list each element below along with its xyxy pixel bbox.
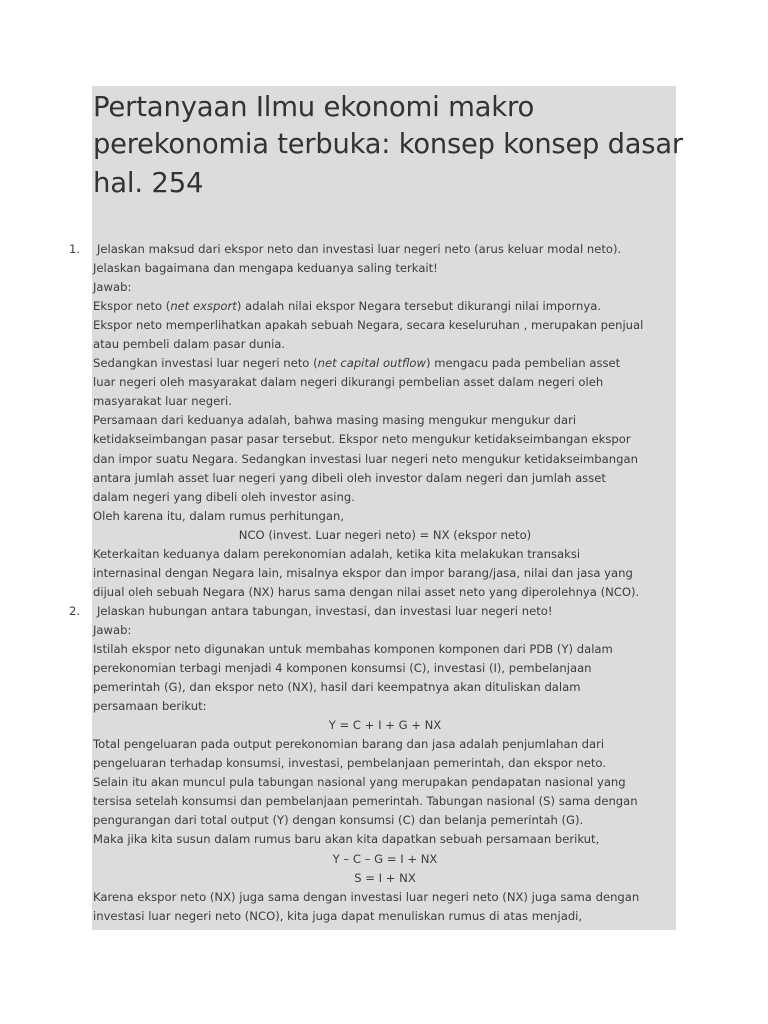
q2-text-line: Maka jika kita susun dalam rumus baru akan kita dapatkan sebuah persamaan berikut, [93, 832, 600, 847]
q2-formula-3: S = I + NX [354, 870, 416, 885]
q1-text-line: Ekspor neto memperlihatkan apakah sebuah Negara, secara keseluruhan , merupakan penjual [93, 318, 644, 333]
q1-text-line: Oleh karena itu, dalam rumus perhitungan, [93, 508, 345, 523]
q1-text-line: Ekspor neto (net exsport) adalah nilai ekspor Negara tersebut dikurangi nilai impornya. [93, 299, 602, 314]
q1-text-line: antara jumlah asset luar negeri yang dibeli oleh investor dalam negeri dan jumlah asset [93, 470, 606, 485]
q1-text-line: masyarakat luar negeri. [93, 394, 232, 409]
q2-text-line: tersisa setelah konsumsi dan pembelanjaan pemerintah. Tabungan nasional (S) sama dengan [93, 794, 638, 809]
document-body [69, 240, 677, 926]
q2-number: 2. [69, 603, 81, 618]
q2-question-line: 2. Jelaskan hubungan antara tabungan, investasi, dan investasi luar negeri neto! [93, 602, 677, 621]
q1-text-line: dalam negeri yang dibeli oleh investor asing. [93, 489, 355, 504]
q1-text-line: atau pembeli dalam pasar dunia. [93, 337, 286, 352]
q2-text-line: persamaan berikut: [93, 699, 207, 714]
q2-text-line: pemerintah (G), dan ekspor neto (NX), hasil dari keempatnya akan dituliskan dalam [93, 680, 581, 695]
q1-text-line: luar negeri oleh masyarakat dalam negeri dikurangi pembelian asset dalam negeri oleh [93, 375, 604, 390]
q2-text-line: pengeluaran terhadap konsumsi, investasi, pembelanjaan pemerintah, dan ekspor neto. [93, 756, 606, 771]
q2-text-line: Total pengeluaran pada output perekonomian barang dan jasa adalah penjumlahan dari [93, 737, 605, 752]
title-line-2: perekonomia terbuka: konsep konsep dasar [93, 129, 683, 160]
q1-question-line-1: 1. Jelaskan maksud dari ekspor neto dan investasi luar negeri neto (arus keluar modal neto). [93, 240, 677, 259]
q1-formula: NCO (invest. Luar negeri neto) = NX (ekspor neto) [238, 527, 532, 542]
q2-formula-2: Y – C – G = I + NX [332, 851, 438, 866]
q2-text-line: Karena ekspor neto (NX) juga sama dengan investasi luar negeri neto (NX) juga sama dengan [93, 889, 640, 904]
q1-text-line: Persamaan dari keduanya adalah, bahwa masing masing mengukur mengukur dari [93, 413, 577, 428]
q1-text-line: internasinal dengan Negara lain, misalnya ekspor dan impor barang/jasa, nilai dan jasa yang [93, 565, 633, 580]
q2-text-line: perekonomian terbagi menjadi 4 komponen konsumsi (C), investasi (I), pembelanjaan [93, 661, 592, 676]
q1-jawab: Jawab: [93, 280, 132, 295]
q1-text-line: Sedangkan investasi luar negeri neto (net capital outflow) mengacu pada pembelian asset [93, 356, 621, 371]
q1-text-line: ketidakseimbangan pasar pasar tersebut. Ekspor neto mengukur ketidakseimbangan ekspor [93, 432, 631, 447]
document-title [93, 88, 683, 202]
q2-text-line: Istilah ekspor neto digunakan untuk membahas komponen komponen dari PDB (Y) dalam [93, 641, 613, 656]
q2-text-line: Selain itu akan muncul pula tabungan nasional yang merupakan pendapatan nasional yang [93, 775, 626, 790]
q1-text-line: dan impor suatu Negara. Sedangkan investasi luar negeri neto mengukur ketidakseimbangan [93, 451, 638, 466]
q1-question-line-2: Jelaskan bagaimana dan mengapa keduanya saling terkait! [93, 261, 438, 276]
q2-text-line: pengurangan dari total output (Y) dengan konsumsi (C) dan belanja pemerintah (G). [93, 813, 584, 828]
q2-text-line: investasi luar negeri neto (NCO), kita juga dapat menuliskan rumus di atas menjadi, [93, 908, 583, 923]
q1-number: 1. [69, 242, 81, 256]
title-line-1: Pertanyaan Ilmu ekonomi makro [93, 91, 535, 123]
q2-formula-1: Y = C + I + G + NX [328, 718, 442, 733]
q1-text-line: dijual oleh sebuah Negara (NX) harus sama dengan nilai asset neto yang diperolehnya (NCO). [93, 584, 640, 599]
title-line-3: hal. 254 [93, 167, 204, 199]
q2-jawab: Jawab: [93, 622, 132, 637]
q1-text-line: Keterkaitan keduanya dalam perekonomian adalah, ketika kita melakukan transaksi [93, 546, 581, 561]
